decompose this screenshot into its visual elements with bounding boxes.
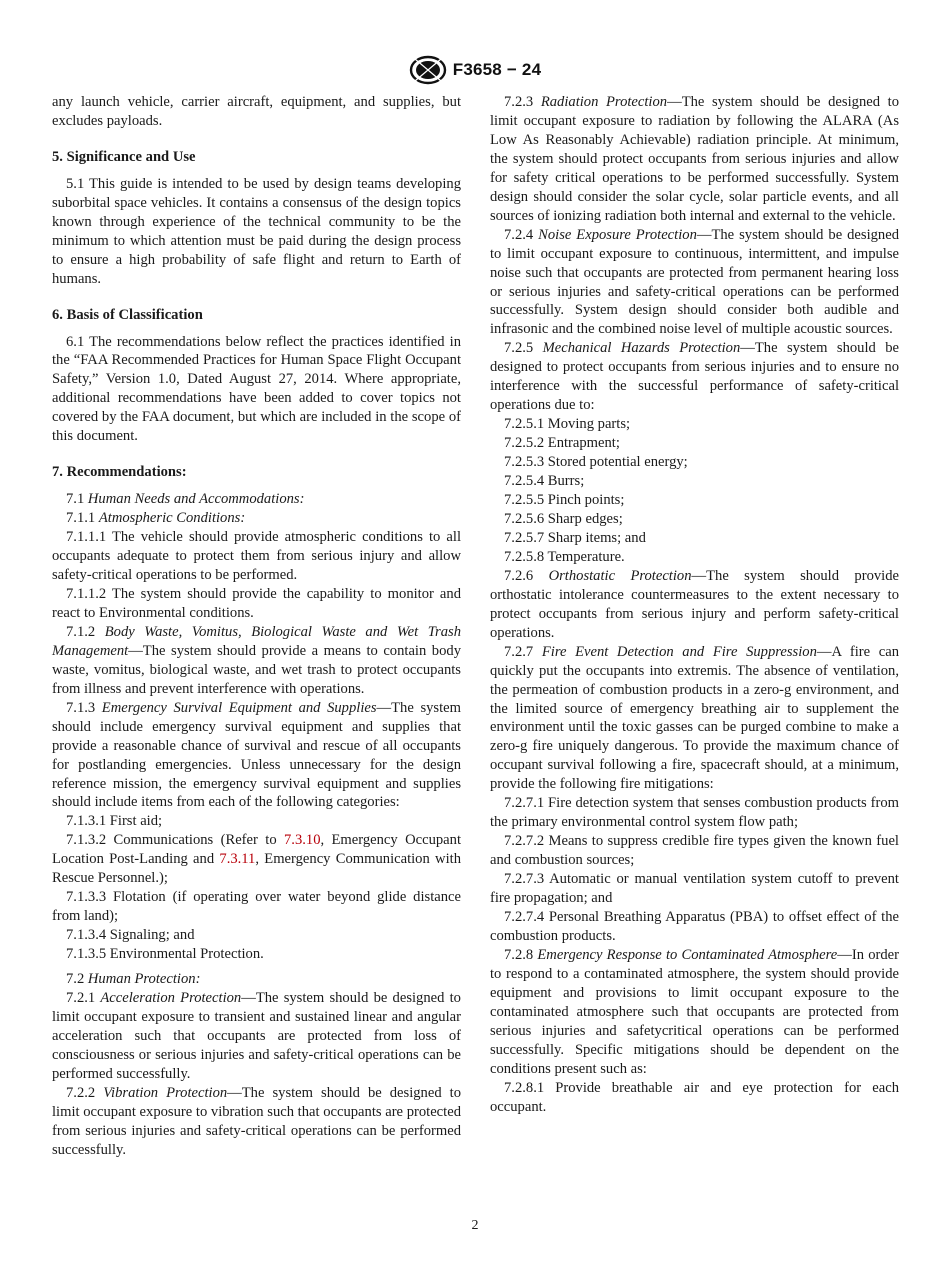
list-item: 7.2.5.4 Burrs; xyxy=(504,473,585,490)
section-heading-7: 7. Recommendations: xyxy=(52,464,187,481)
list-item: 7.2.5.3 Stored potential energy; xyxy=(504,454,688,471)
list-item: 7.2.5.7 Sharp items; and xyxy=(504,529,646,546)
paragraph-7-1-1-1: 7.1.1.1 The vehicle should provide atmospheric conditions to all occupants adequate to protect them from serious injury and allow safety-critical operations to be performed. xyxy=(52,529,461,584)
left-column xyxy=(52,93,461,1160)
list-item-7-1-3-2: 7.1.3.2 Communications (Refer to 7.3.10, Emergency Occupant Location Post-Landing and 7.3.11, Emergency Communication with Rescue Personnel.); xyxy=(52,832,461,887)
section-heading-6: 6. Basis of Classification xyxy=(52,306,203,323)
list-item-7-1-3-4: 7.1.3.4 Signaling; and xyxy=(66,927,195,944)
list-item: 7.2.5.1 Moving parts; xyxy=(504,416,631,433)
list-item-7-1-3-5: 7.1.3.5 Environmental Protection. xyxy=(66,946,264,963)
list-item-7-2-7-4: 7.2.7.4 Personal Breathing Apparatus (PBA) to offset effect of the combustion products. xyxy=(490,908,899,944)
paragraph-7-1-1-2: 7.1.1.2 The system should provide the capability to monitor and react to Environmental conditions. xyxy=(52,585,461,621)
astm-logo-icon xyxy=(409,55,447,85)
paragraph-7-2-1: 7.2.1 Acceleration Protection—The system should be designed to limit occupant exposure to transient and sustained linear and angular acceleration such that occupants are protected from loss of consciousness or serious injuries and safety-critical operations can be performed successfully. xyxy=(52,989,461,1082)
paragraph-7-2-5: 7.2.5 Mechanical Hazards Protection—The system should be designed to protect occupants from serious injuries and to ensure no interference with the successful performance of safety-critical operations due to: xyxy=(490,340,900,414)
list-item-7-2-8-1: 7.2.8.1 Provide breathable air and eye protection for each occupant. xyxy=(490,1079,899,1115)
list-item-7-2-7-3: 7.2.7.3 Automatic or manual ventilation system cutoff to prevent fire propagation; and xyxy=(490,871,899,907)
list-item: 7.2.5.8 Temperature. xyxy=(504,548,625,565)
paragraph-5-1: 5.1 This guide is intended to be used by design teams developing suborbital space vehicles. It contains a consensus of the design topics known through experience of the technical community to be the minimum to which attention must be paid during the design process to ensure a high probability of safe flight and return to Earth of humans. xyxy=(52,175,461,287)
list-item-7-2-7-2: 7.2.7.2 Means to suppress credible fire types given the known fuel and combustion sources; xyxy=(490,833,899,869)
paragraph-7-2-7: 7.2.7 Fire Event Detection and Fire Suppression—A fire can quickly put the occupants into extremis. The absence of ventilation, the permeation of combustion products in a zero-g environment, and the limited source of emergency breathing air to supplement the environment until the toxic gasses can be purged combine to make a zero-g fire uniquely dangerous. To provide the maximum chance of occupant survival following a fire, spacecraft should, at a minimum, provide the following fire mitigations: xyxy=(490,643,899,793)
paragraph-7-2-2: 7.2.2 Vibration Protection—The system should be designed to limit occupant exposure to vibration such that occupants are protected from serious injuries and safety-critical operations can be performed successfully. xyxy=(52,1084,462,1158)
paragraph-7-1-1: 7.1.1 Atmospheric Conditions: xyxy=(66,510,246,527)
section-heading-5: 5. Significance and Use xyxy=(52,148,196,165)
paragraph-7-1: 7.1 Human Needs and Accommodations: xyxy=(66,491,305,508)
list-item-7-2-7-1: 7.2.7.1 Fire detection system that senses combustion products from the primary environmental control system flow path; xyxy=(490,795,899,831)
paragraph-7-1-2: 7.1.2 Body Waste, Vomitus, Biological Waste and Wet Trash Management—The system should provide a means to contain body waste, vomitus, biological waste, and wet trash to protect occupants from illness and prevent interference with operations. xyxy=(52,623,461,697)
page-number: 2 xyxy=(471,1218,479,1233)
paragraph-7-2: 7.2 Human Protection: xyxy=(66,971,201,988)
reference-link-7-3-10[interactable]: 7.3.10 xyxy=(284,832,321,849)
paragraph-7-2-6: 7.2.6 Orthostatic Protection—The system should provide orthostatic intolerance countermeasures to the extent necessary to protect occupants from serious injury and perform safety-critical operations. xyxy=(490,567,899,641)
list-item-7-1-3-1: 7.1.3.1 First aid; xyxy=(66,813,163,830)
list-item-7-1-3-3: 7.1.3.3 Flotation (if operating over water beyond glide distance from land); xyxy=(52,889,461,925)
paragraph-7-1-3: 7.1.3 Emergency Survival Equipment and Supplies—The system should include emergency survival equipment and supplies that provide a reasonable chance of survival and rescue of all occupants for postlanding emergencies. Unless unnecessary for the design reference mission, the emergency survival equipment and supplies should include items from each of the following categories: xyxy=(52,699,461,811)
paragraph-7-2-8: 7.2.8 Emergency Response to Contaminated Atmosphere—In order to respond to a contaminated atmosphere, the system should provide equipment and provisions to limit occupant exposure to the contaminated atmosphere such that occupants are protected from serious injuries and safetycritical operations can be performed successfully. Specific mitigations should be dependent on the conditions present such as: xyxy=(490,946,899,1077)
paragraph-7-2-3: 7.2.3 Radiation Protection—The system should be designed to limit occupant exposure to radiation by following the ALARA (As Low As Reasonably Achievable) radiation principle. At minimum, the system should protect occupants from serious injuries and allow for safety critical operations to be performed successfully. System design should consider the solar cycle, solar particle events, and all sources of ionizing radiation both internal and external to the vehicle. xyxy=(490,94,899,224)
list-item: 7.2.5.5 Pinch points; xyxy=(504,492,625,509)
paragraph-7-2-4: 7.2.4 Noise Exposure Protection—The system should be designed to limit occupant exposure to continuous, intermittent, and impulse noise such that occupants are protected from permanent hearing loss or serious injuries and safety-critical operations can be performed successfully. System design should consider both audible and infrasonic and the combined noise level of multiple acoustic sources. xyxy=(490,226,899,338)
list-item: 7.2.5.2 Entrapment; xyxy=(504,435,620,452)
right-column xyxy=(490,93,899,1116)
standard-designation: F3658 − 24 xyxy=(452,60,542,79)
reference-link-7-3-11[interactable]: 7.3.11 xyxy=(219,851,256,868)
list-item: 7.2.5.6 Sharp edges; xyxy=(504,510,623,527)
paragraph-6-1: 6.1 The recommendations below reflect the practices identified in the “FAA Recommended Practices for Human Space Flight Occupant Safety,” Version 1.0, Dated August 27, 2014. Where appropriate, additional recommendations have been added to cover topics not covered by the FAA document, but which are included in the scope of this document. xyxy=(52,333,461,445)
page-header xyxy=(0,54,950,86)
paragraph: any launch vehicle, carrier aircraft, equipment, and supplies, but excludes payloads. xyxy=(52,94,461,129)
